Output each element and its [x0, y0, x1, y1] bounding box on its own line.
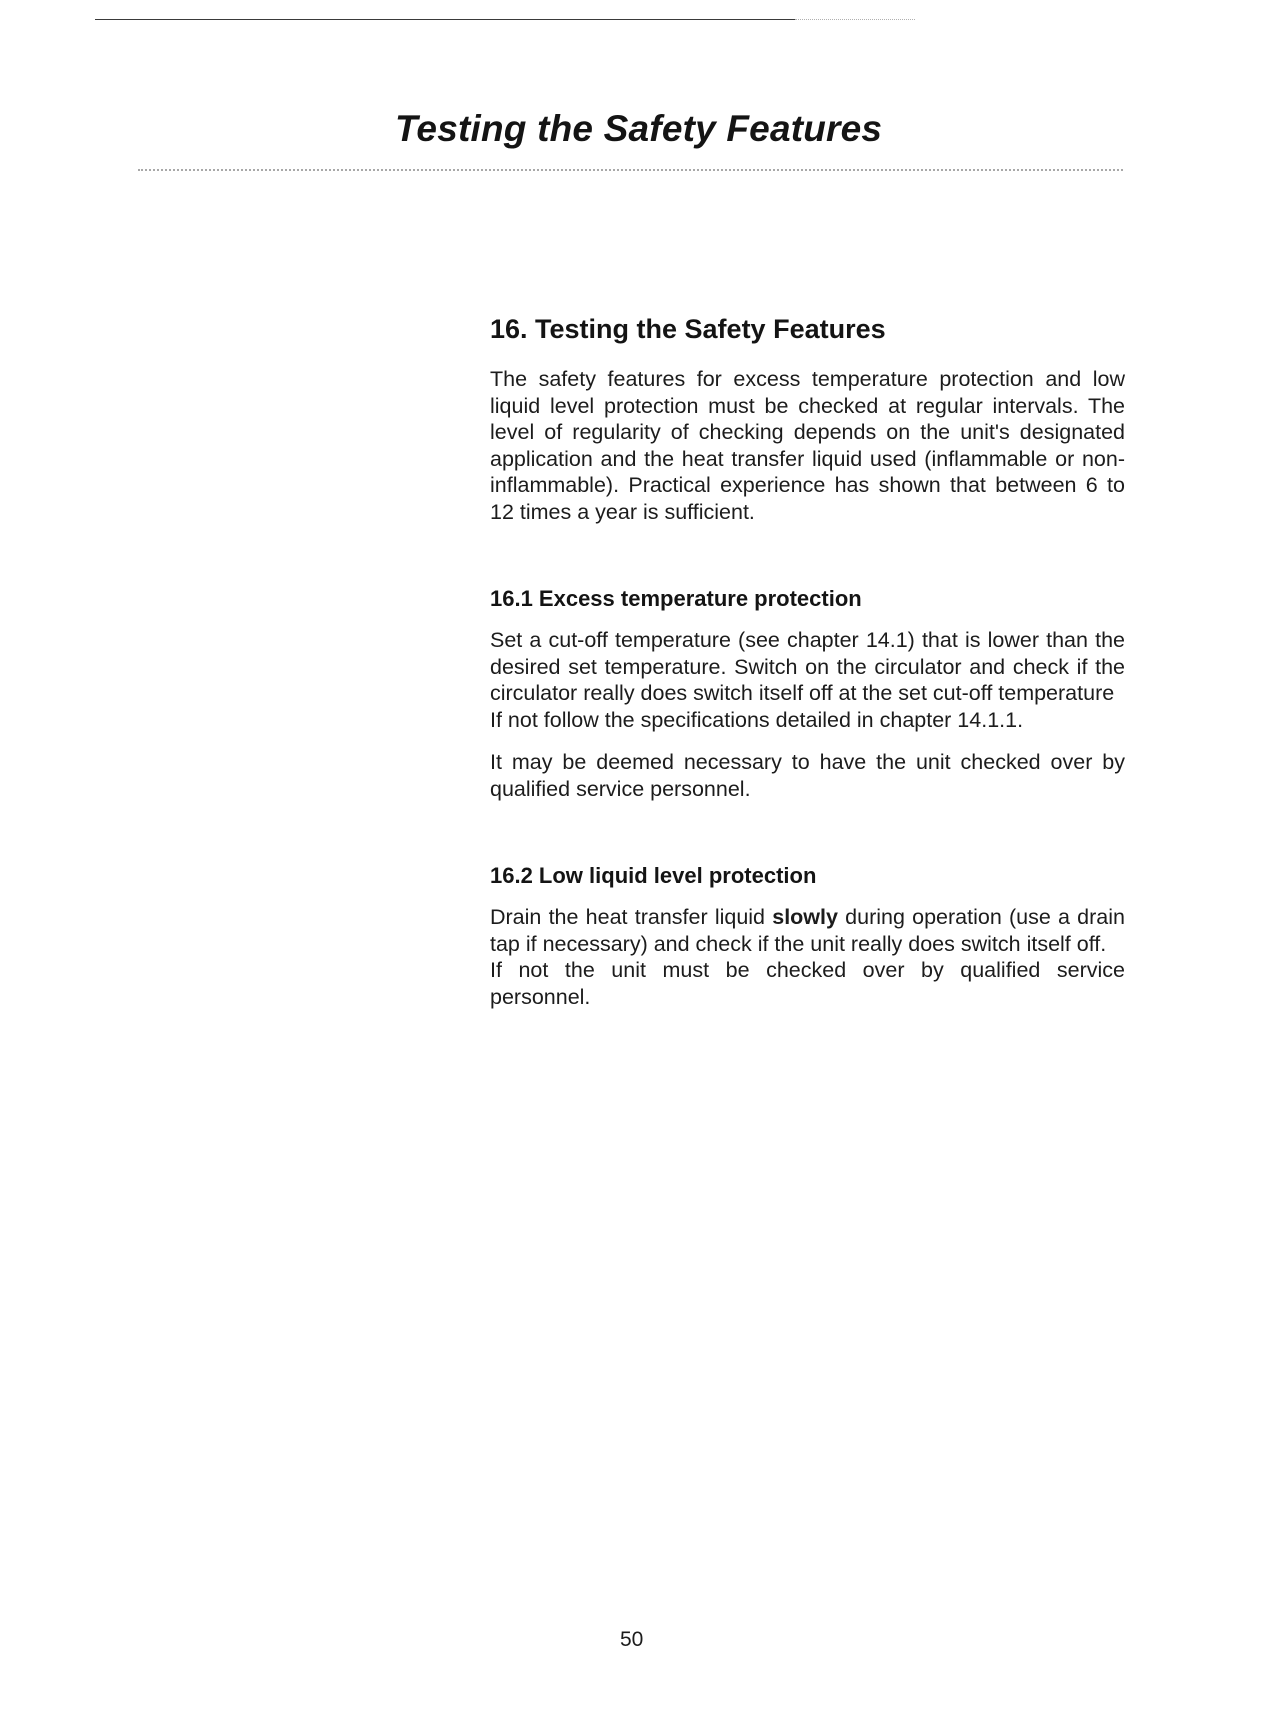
- header-rule: [138, 169, 1123, 171]
- spacer: [490, 733, 1125, 749]
- low-liquid-instructions-post: during operation (use a drain tap if necessary) and check if the unit really does switch itself off.: [490, 905, 1125, 956]
- subsection-title-low-liquid: 16.2 Low liquid level protection: [490, 863, 817, 888]
- excess-temperature-instructions: Set a cut-off temperature (see chapter 14.1) that is lower than the desired set temperature. Switch on the circulator and check if the circulator really does switch itself off at the set cut-off temperature: [490, 628, 1125, 705]
- low-liquid-note: If not the unit must be checked over by qualified service personnel.: [490, 958, 1125, 1009]
- excess-temperature-note: It may be deemed necessary to have the unit checked over by qualified service personnel.: [490, 750, 1125, 801]
- section-intro: The safety features for excess temperature protection and low liquid level protection must be checked at regular intervals. The level of regularity of checking depends on the unit's designated application and the heat transfer liquid used (inflammable or non-inflammable). Practical experience has shown that between 6 to 12 times a year is sufficient.: [490, 367, 1125, 524]
- spacer: [490, 802, 1125, 862]
- top-rule-faint: [795, 19, 915, 20]
- spacer: [490, 525, 1125, 585]
- running-header: Testing the Safety Features: [395, 108, 883, 149]
- section-title: 16. Testing the Safety Features: [490, 314, 886, 344]
- top-rule: [95, 19, 795, 20]
- page-number: 50: [620, 1628, 644, 1651]
- excess-temperature-followup: If not follow the specifications detailed in chapter 14.1.1.: [490, 707, 1024, 732]
- low-liquid-instructions-pre: Drain the heat transfer liquid: [490, 905, 773, 929]
- low-liquid-instructions: [490, 904, 1125, 957]
- emphasis-slowly: slowly: [772, 905, 838, 929]
- main-content: [490, 312, 1125, 1010]
- subsection-title-excess-temperature: 16.1 Excess temperature protection: [490, 586, 862, 611]
